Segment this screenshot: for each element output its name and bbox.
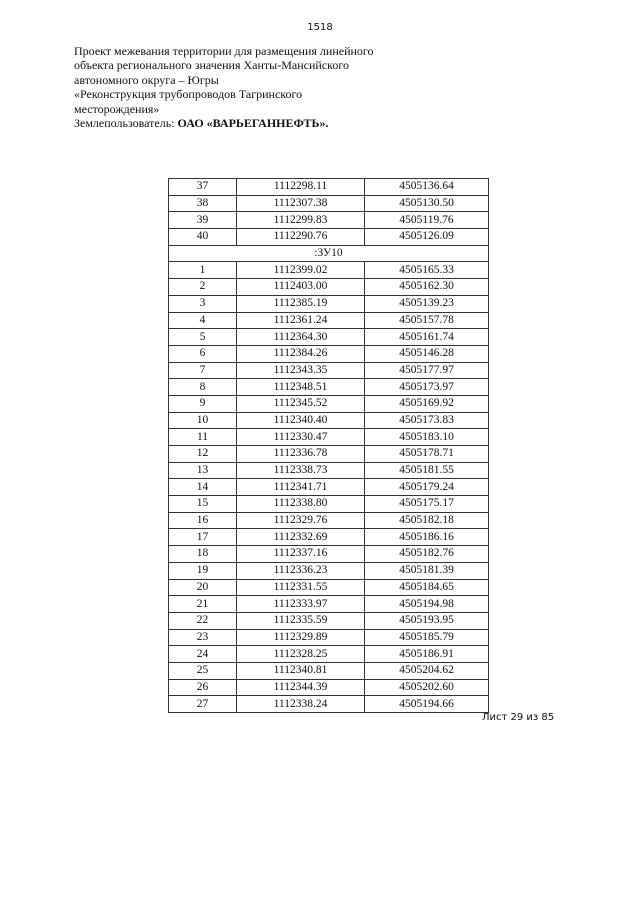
y-coordinate-cell: 4505130.50 (365, 195, 489, 212)
x-coordinate-cell: 1112403.00 (237, 279, 365, 296)
x-coordinate-cell: 1112330.47 (237, 429, 365, 446)
point-number-cell: 3 (169, 295, 237, 312)
point-number-cell: 4 (169, 312, 237, 329)
point-number-cell: 8 (169, 379, 237, 396)
land-user-line (74, 116, 404, 130)
x-coordinate-cell: 1112364.30 (237, 329, 365, 346)
y-coordinate-cell: 4505186.16 (365, 529, 489, 546)
table-row (169, 462, 489, 479)
y-coordinate-cell: 4505183.10 (365, 429, 489, 446)
point-number-cell: 2 (169, 279, 237, 296)
point-number-cell: 24 (169, 646, 237, 663)
table-row (169, 212, 489, 229)
document-header (74, 44, 404, 130)
x-coordinate-cell: 1112329.76 (237, 512, 365, 529)
point-number-cell: 37 (169, 179, 237, 196)
table-row (169, 429, 489, 446)
table-row (169, 512, 489, 529)
y-coordinate-cell: 4505184.65 (365, 579, 489, 596)
land-user-label: Землепользователь: (74, 116, 175, 131)
table-row (169, 329, 489, 346)
x-coordinate-cell: 1112344.39 (237, 679, 365, 696)
section-label: :ЗУ10 (169, 245, 489, 262)
x-coordinate-cell: 1112337.16 (237, 546, 365, 563)
table-row (169, 562, 489, 579)
point-number-cell: 5 (169, 329, 237, 346)
table-row (169, 496, 489, 513)
x-coordinate-cell: 1112361.24 (237, 312, 365, 329)
point-number-cell: 22 (169, 612, 237, 629)
point-number-cell: 9 (169, 395, 237, 412)
x-coordinate-cell: 1112333.97 (237, 596, 365, 613)
x-coordinate-cell: 1112384.26 (237, 345, 365, 362)
sheet-counter: Лист 29 из 85 (482, 712, 555, 723)
point-number-cell: 11 (169, 429, 237, 446)
x-coordinate-cell: 1112399.02 (237, 262, 365, 279)
table-row (169, 629, 489, 646)
point-number-cell: 14 (169, 479, 237, 496)
y-coordinate-cell: 4505126.09 (365, 229, 489, 246)
table-row (169, 696, 489, 713)
point-number-cell: 7 (169, 362, 237, 379)
y-coordinate-cell: 4505177.97 (365, 362, 489, 379)
point-number-cell: 18 (169, 546, 237, 563)
land-user-value: ОАО «ВАРЬЕГАННЕФТЬ». (174, 116, 329, 131)
point-number-cell: 26 (169, 679, 237, 696)
y-coordinate-cell: 4505139.23 (365, 295, 489, 312)
section-row (169, 245, 489, 262)
point-number-cell: 25 (169, 662, 237, 679)
point-number-cell: 1 (169, 262, 237, 279)
x-coordinate-cell: 1112343.35 (237, 362, 365, 379)
point-number-cell: 16 (169, 512, 237, 529)
x-coordinate-cell: 1112331.55 (237, 579, 365, 596)
table-row (169, 379, 489, 396)
y-coordinate-cell: 4505182.76 (365, 546, 489, 563)
table-row (169, 412, 489, 429)
point-number-cell: 21 (169, 596, 237, 613)
point-number-cell: 6 (169, 345, 237, 362)
x-coordinate-cell: 1112340.40 (237, 412, 365, 429)
point-number-cell: 10 (169, 412, 237, 429)
table-row (169, 262, 489, 279)
table-row (169, 479, 489, 496)
y-coordinate-cell: 4505179.24 (365, 479, 489, 496)
header-line: Проект межевания территории для размещения линейного (74, 44, 374, 58)
table-row (169, 179, 489, 196)
table-row (169, 529, 489, 546)
point-number-cell: 19 (169, 562, 237, 579)
table-row (169, 345, 489, 362)
y-coordinate-cell: 4505173.97 (365, 379, 489, 396)
x-coordinate-cell: 1112385.19 (237, 295, 365, 312)
point-number-cell: 17 (169, 529, 237, 546)
y-coordinate-cell: 4505202.60 (365, 679, 489, 696)
x-coordinate-cell: 1112348.51 (237, 379, 365, 396)
x-coordinate-cell: 1112335.59 (237, 612, 365, 629)
x-coordinate-cell: 1112340.81 (237, 662, 365, 679)
point-number-cell: 40 (169, 229, 237, 246)
x-coordinate-cell: 1112299.83 (237, 212, 365, 229)
y-coordinate-cell: 4505175.17 (365, 496, 489, 513)
point-number-cell: 12 (169, 446, 237, 463)
table-row (169, 612, 489, 629)
x-coordinate-cell: 1112338.73 (237, 462, 365, 479)
x-coordinate-cell: 1112332.69 (237, 529, 365, 546)
coordinates-table (168, 178, 489, 713)
x-coordinate-cell: 1112338.24 (237, 696, 365, 713)
x-coordinate-cell: 1112345.52 (237, 395, 365, 412)
point-number-cell: 39 (169, 212, 237, 229)
header-line: «Реконструкция трубопроводов Тагринского (74, 87, 303, 102)
y-coordinate-cell: 4505161.74 (365, 329, 489, 346)
y-coordinate-cell: 4505146.28 (365, 345, 489, 362)
x-coordinate-cell: 1112336.23 (237, 562, 365, 579)
point-number-cell: 15 (169, 496, 237, 513)
table-row (169, 295, 489, 312)
y-coordinate-cell: 4505157.78 (365, 312, 489, 329)
header-line: объекта регионального значения Ханты-Мансийского (74, 58, 349, 73)
point-number-cell: 13 (169, 462, 237, 479)
x-coordinate-cell: 1112329.89 (237, 629, 365, 646)
table-row (169, 446, 489, 463)
table-row (169, 662, 489, 679)
table-row (169, 195, 489, 212)
table-row (169, 312, 489, 329)
y-coordinate-cell: 4505185.79 (365, 629, 489, 646)
y-coordinate-cell: 4505193.95 (365, 612, 489, 629)
table-row (169, 579, 489, 596)
y-coordinate-cell: 4505165.33 (365, 262, 489, 279)
y-coordinate-cell: 4505173.83 (365, 412, 489, 429)
table-row (169, 646, 489, 663)
header-line: месторождения» (74, 101, 160, 116)
page-number: 1518 (307, 22, 333, 33)
y-coordinate-cell: 4505182.18 (365, 512, 489, 529)
y-coordinate-cell: 4505162.30 (365, 279, 489, 296)
header-line: автономного округа – Югры (74, 72, 219, 87)
point-number-cell: 23 (169, 629, 237, 646)
table-row (169, 546, 489, 563)
y-coordinate-cell: 4505204.62 (365, 662, 489, 679)
point-number-cell: 27 (169, 696, 237, 713)
x-coordinate-cell: 1112336.78 (237, 446, 365, 463)
y-coordinate-cell: 4505194.98 (365, 596, 489, 613)
y-coordinate-cell: 4505181.39 (365, 562, 489, 579)
table-row (169, 229, 489, 246)
x-coordinate-cell: 1112307.38 (237, 195, 365, 212)
y-coordinate-cell: 4505136.64 (365, 179, 489, 196)
y-coordinate-cell: 4505181.55 (365, 462, 489, 479)
point-number-cell: 20 (169, 579, 237, 596)
table-row (169, 596, 489, 613)
x-coordinate-cell: 1112298.11 (237, 179, 365, 196)
table-row (169, 395, 489, 412)
x-coordinate-cell: 1112341.71 (237, 479, 365, 496)
table-row (169, 679, 489, 696)
x-coordinate-cell: 1112328.25 (237, 646, 365, 663)
table-row (169, 279, 489, 296)
x-coordinate-cell: 1112290.76 (237, 229, 365, 246)
x-coordinate-cell: 1112338.80 (237, 496, 365, 513)
y-coordinate-cell: 4505169.92 (365, 395, 489, 412)
table-row (169, 362, 489, 379)
coordinates-table-body (169, 179, 489, 713)
y-coordinate-cell: 4505178.71 (365, 446, 489, 463)
point-number-cell: 38 (169, 195, 237, 212)
y-coordinate-cell: 4505119.76 (365, 212, 489, 229)
y-coordinate-cell: 4505194.66 (365, 696, 489, 713)
y-coordinate-cell: 4505186.91 (365, 646, 489, 663)
